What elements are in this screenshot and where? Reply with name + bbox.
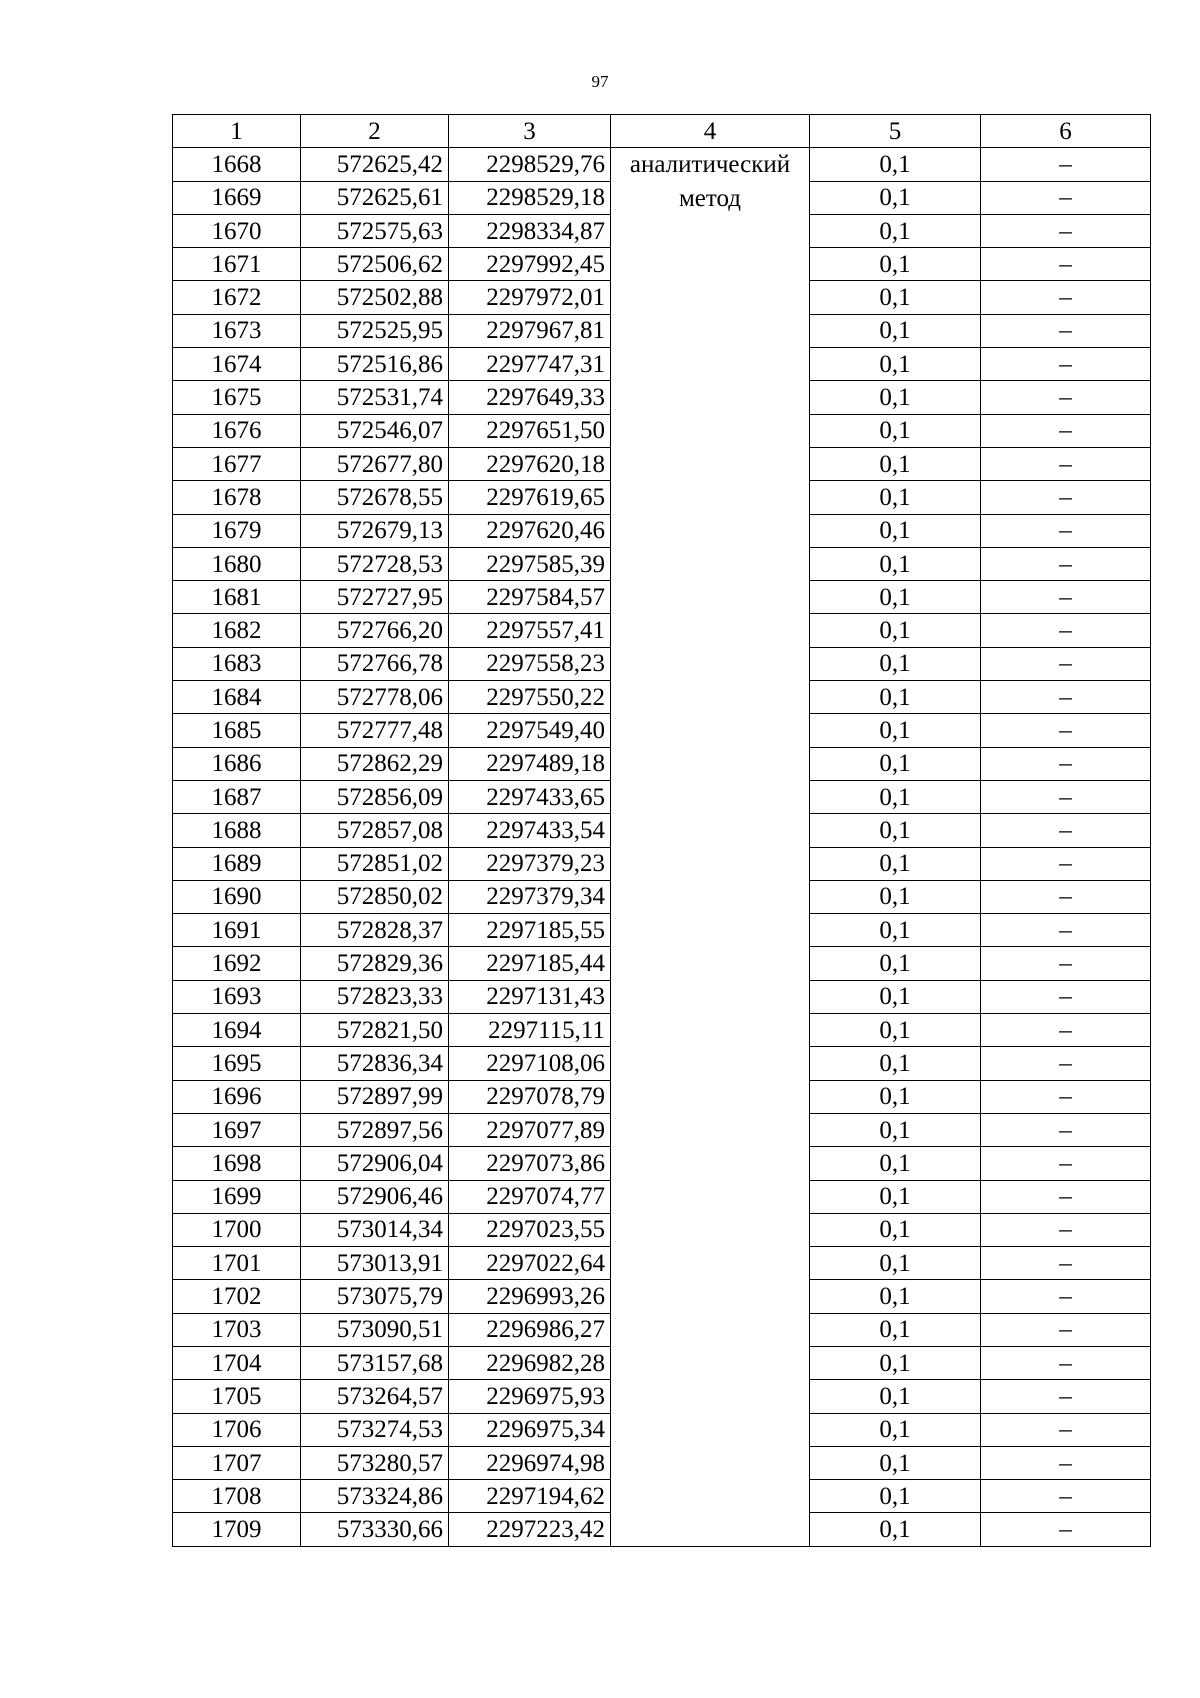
accuracy-cell: 0,1: [810, 214, 981, 247]
y-coordinate-cell: 2296993,26: [449, 1280, 611, 1313]
point-number-cell: 1693: [173, 980, 301, 1013]
note-cell: –: [981, 1280, 1151, 1313]
x-coordinate-cell: 572906,04: [301, 1147, 449, 1180]
accuracy-cell: 0,1: [810, 1147, 981, 1180]
note-cell: –: [981, 747, 1151, 780]
y-coordinate-cell: 2297584,57: [449, 581, 611, 614]
note-cell: –: [981, 1413, 1151, 1446]
x-coordinate-cell: 572828,37: [301, 914, 449, 947]
point-number-cell: 1687: [173, 780, 301, 813]
page-number: 97: [591, 72, 609, 91]
accuracy-cell: 0,1: [810, 780, 981, 813]
point-number-cell: 1692: [173, 947, 301, 980]
note-cell: –: [981, 1080, 1151, 1113]
point-number-cell: 1681: [173, 581, 301, 614]
point-number-cell: 1683: [173, 647, 301, 680]
accuracy-cell: 0,1: [810, 1446, 981, 1479]
note-cell: –: [981, 1346, 1151, 1379]
note-cell: –: [981, 214, 1151, 247]
point-number-cell: 1672: [173, 281, 301, 314]
note-cell: –: [981, 314, 1151, 347]
y-coordinate-cell: 2297651,50: [449, 414, 611, 447]
y-coordinate-cell: 2297078,79: [449, 1080, 611, 1113]
point-number-cell: 1682: [173, 614, 301, 647]
note-cell: –: [981, 880, 1151, 913]
y-coordinate-cell: 2297549,40: [449, 714, 611, 747]
accuracy-cell: 0,1: [810, 980, 981, 1013]
point-number-cell: 1700: [173, 1213, 301, 1246]
note-cell: –: [981, 1480, 1151, 1513]
y-coordinate-cell: 2298334,87: [449, 214, 611, 247]
note-cell: –: [981, 814, 1151, 847]
note-cell: –: [981, 547, 1151, 580]
y-coordinate-cell: 2297379,23: [449, 847, 611, 880]
header-cell-4: 4: [611, 115, 810, 148]
accuracy-cell: 0,1: [810, 1513, 981, 1546]
point-number-cell: 1685: [173, 714, 301, 747]
point-number-cell: 1699: [173, 1180, 301, 1213]
x-coordinate-cell: 572766,78: [301, 647, 449, 680]
x-coordinate-cell: 572525,95: [301, 314, 449, 347]
accuracy-cell: 0,1: [810, 1047, 981, 1080]
y-coordinate-cell: 2297619,65: [449, 481, 611, 514]
point-number-cell: 1702: [173, 1280, 301, 1313]
x-coordinate-cell: 573090,51: [301, 1313, 449, 1346]
x-coordinate-cell: 573274,53: [301, 1413, 449, 1446]
accuracy-cell: 0,1: [810, 714, 981, 747]
accuracy-cell: 0,1: [810, 747, 981, 780]
x-coordinate-cell: 572516,86: [301, 348, 449, 381]
x-coordinate-cell: 573014,34: [301, 1213, 449, 1246]
point-number-cell: 1674: [173, 348, 301, 381]
note-cell: –: [981, 248, 1151, 281]
x-coordinate-cell: 572679,13: [301, 514, 449, 547]
header-row: [173, 115, 1151, 148]
accuracy-cell: 0,1: [810, 1014, 981, 1047]
note-cell: –: [981, 714, 1151, 747]
point-number-cell: 1691: [173, 914, 301, 947]
accuracy-cell: 0,1: [810, 281, 981, 314]
x-coordinate-cell: 572678,55: [301, 481, 449, 514]
accuracy-cell: 0,1: [810, 1346, 981, 1379]
coordinates-table: [172, 114, 1151, 1547]
accuracy-cell: 0,1: [810, 514, 981, 547]
note-cell: –: [981, 847, 1151, 880]
x-coordinate-cell: 572856,09: [301, 780, 449, 813]
y-coordinate-cell: 2296975,34: [449, 1413, 611, 1446]
note-cell: –: [981, 681, 1151, 714]
y-coordinate-cell: 2297433,65: [449, 780, 611, 813]
x-coordinate-cell: 572857,08: [301, 814, 449, 847]
note-cell: –: [981, 914, 1151, 947]
y-coordinate-cell: 2297585,39: [449, 547, 611, 580]
accuracy-cell: 0,1: [810, 1213, 981, 1246]
accuracy-cell: 0,1: [810, 814, 981, 847]
accuracy-cell: 0,1: [810, 248, 981, 281]
method-cell: [611, 148, 810, 1546]
point-number-cell: 1669: [173, 181, 301, 214]
point-number-cell: 1677: [173, 447, 301, 480]
note-cell: –: [981, 1313, 1151, 1346]
point-number-cell: 1697: [173, 1113, 301, 1146]
y-coordinate-cell: 2297185,55: [449, 914, 611, 947]
point-number-cell: 1673: [173, 314, 301, 347]
accuracy-cell: 0,1: [810, 947, 981, 980]
x-coordinate-cell: 573280,57: [301, 1446, 449, 1479]
x-coordinate-cell: 572546,07: [301, 414, 449, 447]
x-coordinate-cell: 572777,48: [301, 714, 449, 747]
x-coordinate-cell: 573330,66: [301, 1513, 449, 1546]
y-coordinate-cell: 2297115,11: [449, 1014, 611, 1047]
accuracy-cell: 0,1: [810, 880, 981, 913]
point-number-cell: 1703: [173, 1313, 301, 1346]
accuracy-cell: 0,1: [810, 181, 981, 214]
x-coordinate-cell: 573013,91: [301, 1247, 449, 1280]
method-text-line: метод: [678, 185, 741, 213]
x-coordinate-cell: 572821,50: [301, 1014, 449, 1047]
x-coordinate-cell: 572778,06: [301, 681, 449, 714]
note-cell: –: [981, 381, 1151, 414]
x-coordinate-cell: 572575,63: [301, 214, 449, 247]
point-number-cell: 1679: [173, 514, 301, 547]
x-coordinate-cell: 572862,29: [301, 747, 449, 780]
y-coordinate-cell: 2298529,76: [449, 148, 611, 181]
point-number-cell: 1701: [173, 1247, 301, 1280]
note-cell: –: [981, 1380, 1151, 1413]
point-number-cell: 1689: [173, 847, 301, 880]
x-coordinate-cell: 573264,57: [301, 1380, 449, 1413]
x-coordinate-cell: 572531,74: [301, 381, 449, 414]
y-coordinate-cell: 2296986,27: [449, 1313, 611, 1346]
point-number-cell: 1708: [173, 1480, 301, 1513]
x-coordinate-cell: 572728,53: [301, 547, 449, 580]
x-coordinate-cell: 572906,46: [301, 1180, 449, 1213]
y-coordinate-cell: 2297023,55: [449, 1213, 611, 1246]
accuracy-cell: 0,1: [810, 1113, 981, 1146]
point-number-cell: 1706: [173, 1413, 301, 1446]
x-coordinate-cell: 573157,68: [301, 1346, 449, 1379]
x-coordinate-cell: 572897,56: [301, 1113, 449, 1146]
accuracy-cell: 0,1: [810, 1280, 981, 1313]
accuracy-cell: 0,1: [810, 914, 981, 947]
table-row: [173, 148, 1151, 181]
y-coordinate-cell: 2297077,89: [449, 1113, 611, 1146]
x-coordinate-cell: 572897,99: [301, 1080, 449, 1113]
note-cell: –: [981, 1147, 1151, 1180]
accuracy-cell: 0,1: [810, 1313, 981, 1346]
y-coordinate-cell: 2297433,54: [449, 814, 611, 847]
header-cell-3: 3: [449, 115, 611, 148]
note-cell: –: [981, 514, 1151, 547]
y-coordinate-cell: 2297649,33: [449, 381, 611, 414]
y-coordinate-cell: 2297022,64: [449, 1247, 611, 1280]
y-coordinate-cell: 2297557,41: [449, 614, 611, 647]
y-coordinate-cell: 2297620,46: [449, 514, 611, 547]
y-coordinate-cell: 2297550,22: [449, 681, 611, 714]
y-coordinate-cell: 2297223,42: [449, 1513, 611, 1546]
note-cell: –: [981, 1180, 1151, 1213]
table-body: [173, 115, 1151, 1547]
x-coordinate-cell: 572502,88: [301, 281, 449, 314]
x-coordinate-cell: 572506,62: [301, 248, 449, 281]
y-coordinate-cell: 2297992,45: [449, 248, 611, 281]
note-cell: –: [981, 1213, 1151, 1246]
note-cell: –: [981, 1513, 1151, 1546]
point-number-cell: 1688: [173, 814, 301, 847]
x-coordinate-cell: 572836,34: [301, 1047, 449, 1080]
accuracy-cell: 0,1: [810, 1247, 981, 1280]
y-coordinate-cell: 2297194,62: [449, 1480, 611, 1513]
note-cell: –: [981, 1014, 1151, 1047]
accuracy-cell: 0,1: [810, 481, 981, 514]
y-coordinate-cell: 2297967,81: [449, 314, 611, 347]
point-number-cell: 1695: [173, 1047, 301, 1080]
point-number-cell: 1694: [173, 1014, 301, 1047]
point-number-cell: 1696: [173, 1080, 301, 1113]
y-coordinate-cell: 2296982,28: [449, 1346, 611, 1379]
note-cell: –: [981, 348, 1151, 381]
x-coordinate-cell: 572829,36: [301, 947, 449, 980]
note-cell: –: [981, 181, 1151, 214]
y-coordinate-cell: 2297074,77: [449, 1180, 611, 1213]
header-cell-1: 1: [173, 115, 301, 148]
note-cell: –: [981, 1047, 1151, 1080]
x-coordinate-cell: 572850,02: [301, 880, 449, 913]
point-number-cell: 1680: [173, 547, 301, 580]
header-cell-2: 2: [301, 115, 449, 148]
header-cell-6: 6: [981, 115, 1151, 148]
note-cell: –: [981, 414, 1151, 447]
accuracy-cell: 0,1: [810, 1080, 981, 1113]
note-cell: –: [981, 980, 1151, 1013]
note-cell: –: [981, 780, 1151, 813]
point-number-cell: 1684: [173, 681, 301, 714]
x-coordinate-cell: 572625,61: [301, 181, 449, 214]
point-number-cell: 1705: [173, 1380, 301, 1413]
y-coordinate-cell: 2297379,34: [449, 880, 611, 913]
y-coordinate-cell: 2297558,23: [449, 647, 611, 680]
point-number-cell: 1678: [173, 481, 301, 514]
x-coordinate-cell: 572677,80: [301, 447, 449, 480]
point-number-cell: 1686: [173, 747, 301, 780]
accuracy-cell: 0,1: [810, 614, 981, 647]
note-cell: –: [981, 148, 1151, 181]
accuracy-cell: 0,1: [810, 414, 981, 447]
note-cell: –: [981, 614, 1151, 647]
method-text-line: аналитический: [629, 151, 791, 179]
note-cell: –: [981, 281, 1151, 314]
y-coordinate-cell: 2296975,93: [449, 1380, 611, 1413]
x-coordinate-cell: 572823,33: [301, 980, 449, 1013]
note-cell: –: [981, 1113, 1151, 1146]
accuracy-cell: 0,1: [810, 547, 981, 580]
accuracy-cell: 0,1: [810, 348, 981, 381]
accuracy-cell: 0,1: [810, 1413, 981, 1446]
point-number-cell: 1671: [173, 248, 301, 281]
point-number-cell: 1670: [173, 214, 301, 247]
accuracy-cell: 0,1: [810, 681, 981, 714]
note-cell: –: [981, 647, 1151, 680]
y-coordinate-cell: 2298529,18: [449, 181, 611, 214]
accuracy-cell: 0,1: [810, 1480, 981, 1513]
header-cell-5: 5: [810, 115, 981, 148]
y-coordinate-cell: 2296974,98: [449, 1446, 611, 1479]
accuracy-cell: 0,1: [810, 381, 981, 414]
note-cell: –: [981, 1446, 1151, 1479]
point-number-cell: 1704: [173, 1346, 301, 1379]
accuracy-cell: 0,1: [810, 1380, 981, 1413]
accuracy-cell: 0,1: [810, 581, 981, 614]
x-coordinate-cell: 573324,86: [301, 1480, 449, 1513]
y-coordinate-cell: 2297185,44: [449, 947, 611, 980]
y-coordinate-cell: 2297747,31: [449, 348, 611, 381]
accuracy-cell: 0,1: [810, 847, 981, 880]
y-coordinate-cell: 2297620,18: [449, 447, 611, 480]
x-coordinate-cell: 573075,79: [301, 1280, 449, 1313]
accuracy-cell: 0,1: [810, 647, 981, 680]
point-number-cell: 1698: [173, 1147, 301, 1180]
accuracy-cell: 0,1: [810, 447, 981, 480]
x-coordinate-cell: 572851,02: [301, 847, 449, 880]
point-number-cell: 1707: [173, 1446, 301, 1479]
accuracy-cell: 0,1: [810, 314, 981, 347]
y-coordinate-cell: 2297489,18: [449, 747, 611, 780]
accuracy-cell: 0,1: [810, 148, 981, 181]
y-coordinate-cell: 2297073,86: [449, 1147, 611, 1180]
point-number-cell: 1675: [173, 381, 301, 414]
accuracy-cell: 0,1: [810, 1180, 981, 1213]
point-number-cell: 1676: [173, 414, 301, 447]
y-coordinate-cell: 2297972,01: [449, 281, 611, 314]
note-cell: –: [981, 447, 1151, 480]
x-coordinate-cell: 572766,20: [301, 614, 449, 647]
y-coordinate-cell: 2297131,43: [449, 980, 611, 1013]
point-number-cell: 1668: [173, 148, 301, 181]
point-number-cell: 1709: [173, 1513, 301, 1546]
note-cell: –: [981, 581, 1151, 614]
x-coordinate-cell: 572727,95: [301, 581, 449, 614]
note-cell: –: [981, 947, 1151, 980]
note-cell: –: [981, 1247, 1151, 1280]
x-coordinate-cell: 572625,42: [301, 148, 449, 181]
point-number-cell: 1690: [173, 880, 301, 913]
note-cell: –: [981, 481, 1151, 514]
y-coordinate-cell: 2297108,06: [449, 1047, 611, 1080]
